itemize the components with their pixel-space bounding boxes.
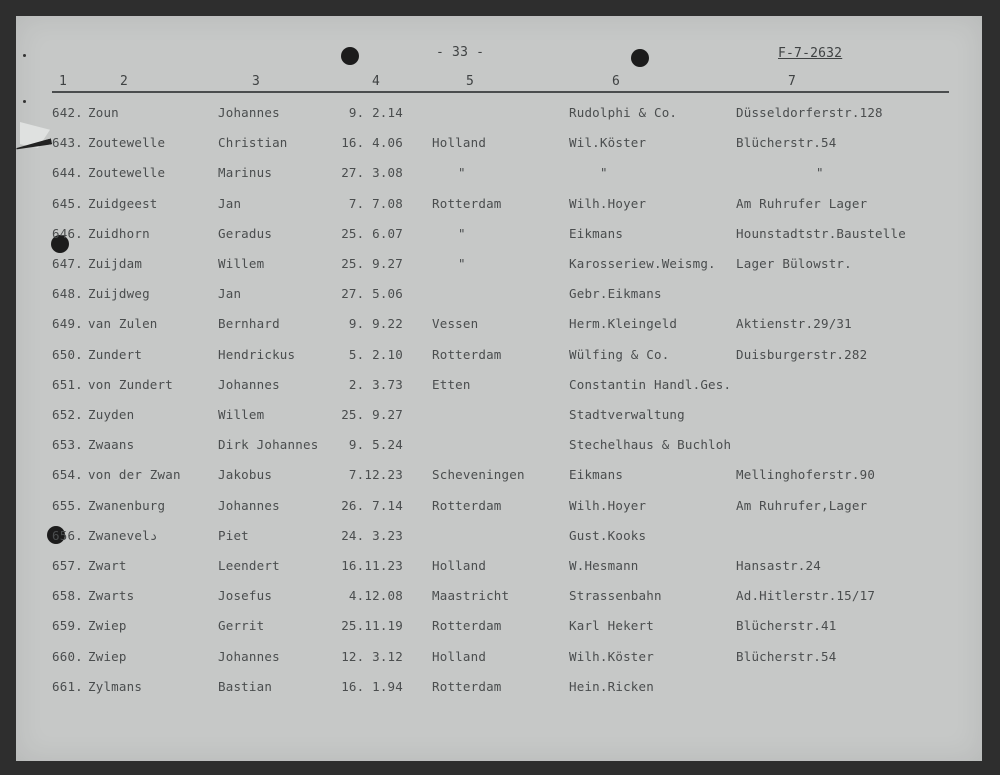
- surname: Zwiep: [88, 618, 127, 634]
- birth-date: 26. 7.14: [341, 497, 403, 513]
- address: Düsseldorferstr.128: [736, 105, 883, 120]
- first-name: Johannes: [218, 105, 280, 120]
- first-name: Gerrit: [218, 618, 265, 634]
- surname: Zoutewelle: [88, 165, 166, 181]
- birth-date: 7. 7.08: [348, 195, 403, 211]
- birth-date: 12. 3.12: [341, 648, 403, 664]
- birth-place: Holland: [432, 135, 487, 151]
- entry-number: 654.: [52, 467, 83, 483]
- birth-date: 9. 9.22: [348, 316, 403, 332]
- birth-place: ": [458, 225, 466, 241]
- surname: Zuidgeest: [88, 195, 158, 211]
- first-name: Dirk Johannes: [218, 437, 319, 453]
- employer: ": [600, 165, 608, 181]
- birth-date: 7.12.23: [348, 467, 403, 483]
- entry-number: 659.: [52, 618, 83, 634]
- first-name: Bastian: [218, 678, 273, 694]
- surname: Zwart: [88, 558, 127, 573]
- surname: Zylmans: [88, 678, 143, 694]
- birth-place: Holland: [432, 648, 487, 664]
- employer: W.Hesmann: [569, 558, 639, 573]
- employer: Wülfing & Co.: [569, 346, 670, 362]
- first-name: Willem: [218, 256, 265, 271]
- employer: Gust.Kooks: [569, 527, 647, 543]
- first-name: Johannes: [218, 376, 280, 392]
- surname: van Zulen: [88, 316, 158, 332]
- address: Blücherstr.54: [736, 648, 837, 664]
- first-name: Josefus: [218, 588, 273, 604]
- entry-number: 652.: [52, 407, 83, 422]
- surname: Zwanenburg: [88, 497, 166, 513]
- surname: Zoutewelle: [88, 135, 166, 151]
- column-number: 3: [252, 74, 261, 89]
- entry-number: 651.: [52, 376, 83, 392]
- entry-number: 644.: [52, 165, 83, 181]
- header-rule: [52, 91, 949, 93]
- page-number: - 33 -: [436, 45, 485, 60]
- address: Ad.Hitlerstr.15/17: [736, 588, 876, 604]
- surname: Zwaans: [88, 437, 135, 453]
- first-name: Jan: [218, 195, 242, 211]
- birth-date: 25. 6.07: [341, 225, 403, 241]
- surname: Zwiep: [88, 648, 127, 664]
- first-name: Jakobus: [218, 467, 273, 483]
- first-name: Marinus: [218, 165, 273, 181]
- entry-number: 655.: [52, 497, 83, 513]
- birth-date: 25. 9.27: [341, 407, 403, 422]
- employer: Herm.Kleingeld: [569, 316, 678, 332]
- entry-number: 656.: [52, 527, 83, 543]
- birth-date: 4.12.08: [348, 588, 403, 604]
- column-number: 4: [372, 74, 381, 89]
- birth-place: Maastricht: [432, 588, 510, 604]
- birth-date: 27. 3.08: [341, 165, 403, 181]
- surname: Zuyden: [88, 407, 135, 422]
- column-number: 5: [466, 74, 475, 89]
- column-number: 7: [788, 74, 797, 89]
- employer: Karosseriew.Weismg.: [569, 256, 716, 271]
- entry-number: 646.: [52, 225, 83, 241]
- employer: Stechelhaus & Buchloh: [569, 437, 732, 453]
- surname: Zoun: [88, 105, 119, 120]
- punch-hole: [341, 47, 359, 65]
- employer: Wilh.Hoyer: [569, 195, 647, 211]
- first-name: Christian: [218, 135, 288, 151]
- employer: Eikmans: [569, 225, 624, 241]
- birth-place: Rotterdam: [432, 346, 502, 362]
- surname: von der Zwan: [88, 467, 181, 483]
- employer: Karl Hekert: [569, 618, 654, 634]
- entry-number: 657.: [52, 558, 83, 573]
- surname: Zuijdam: [88, 256, 143, 271]
- birth-date: 27. 5.06: [341, 286, 403, 302]
- surname: Zuijdweg: [88, 286, 150, 302]
- birth-place: Rotterdam: [432, 618, 502, 634]
- employer: Eikmans: [569, 467, 624, 483]
- first-name: Geradus: [218, 225, 273, 241]
- employer: Wil.Köster: [569, 135, 647, 151]
- birth-place: Vessen: [432, 316, 479, 332]
- surname: Zwarts: [88, 588, 135, 604]
- entry-number: 645.: [52, 195, 83, 211]
- first-name: Johannes: [218, 497, 280, 513]
- employer: Wilh.Hoyer: [569, 497, 647, 513]
- employer: Wilh.Köster: [569, 648, 654, 664]
- birth-place: Rotterdam: [432, 195, 502, 211]
- birth-date: 2. 3.73: [348, 376, 403, 392]
- birth-place: ": [458, 165, 466, 181]
- address: Lager Bülowstr.: [736, 256, 852, 271]
- birth-place: ": [458, 256, 466, 271]
- column-number: 1: [59, 74, 68, 89]
- address: Hansastr.24: [736, 558, 821, 573]
- address: Am Ruhrufer,Lager: [736, 497, 868, 513]
- entry-number: 660.: [52, 648, 83, 664]
- entry-number: 642.: [52, 105, 83, 120]
- birth-place: Etten: [432, 376, 471, 392]
- birth-date: 16.11.23: [341, 558, 403, 573]
- first-name: Hendrickus: [218, 346, 296, 362]
- address: Aktienstr.29/31: [736, 316, 852, 332]
- birth-place: Rotterdam: [432, 678, 502, 694]
- address: Duisburgerstr.282: [736, 346, 868, 362]
- first-name: Jan: [218, 286, 242, 302]
- employer: Rudolphi & Co.: [569, 105, 678, 120]
- first-name: Leendert: [218, 558, 280, 573]
- surname: Zundert: [88, 346, 143, 362]
- surname: Zwanevelد: [88, 527, 158, 543]
- birth-date: 16. 4.06: [341, 135, 403, 151]
- first-name: Willem: [218, 407, 265, 422]
- address: Blücherstr.54: [736, 135, 837, 151]
- birth-date: 24. 3.23: [341, 527, 403, 543]
- first-name: Bernhard: [218, 316, 280, 332]
- birth-place: Rotterdam: [432, 497, 502, 513]
- entry-number: 661.: [52, 678, 83, 694]
- surname: Zuidhorn: [88, 225, 150, 241]
- employer: Strassenbahn: [569, 588, 662, 604]
- entry-number: 648.: [52, 286, 83, 302]
- entry-number: 653.: [52, 437, 83, 453]
- speck: [23, 54, 26, 57]
- birth-date: 9. 5.24: [348, 437, 403, 453]
- birth-date: 25.11.19: [341, 618, 403, 634]
- address: Blücherstr.41: [736, 618, 837, 634]
- employer: Gebr.Eikmans: [569, 286, 662, 302]
- birth-place: Holland: [432, 558, 487, 573]
- entry-number: 647.: [52, 256, 83, 271]
- entry-number: 643.: [52, 135, 83, 151]
- address: Am Ruhrufer Lager: [736, 195, 868, 211]
- birth-place: Scheveningen: [432, 467, 525, 483]
- birth-date: 25. 9.27: [341, 256, 403, 271]
- entry-number: 649.: [52, 316, 83, 332]
- entry-number: 658.: [52, 588, 83, 604]
- address: ": [816, 165, 824, 181]
- birth-date: 16. 1.94: [341, 678, 403, 694]
- address: Mellinghoferstr.90: [736, 467, 876, 483]
- speck: [23, 100, 26, 103]
- entry-number: 650.: [52, 346, 83, 362]
- employer: Hein.Ricken: [569, 678, 654, 694]
- birth-date: 9. 2.14: [348, 105, 403, 120]
- column-number: 6: [612, 74, 621, 89]
- punch-hole: [631, 49, 649, 67]
- surname: von Zundert: [88, 376, 173, 392]
- column-number: 2: [120, 74, 129, 89]
- employer: Stadtverwaltung: [569, 407, 685, 422]
- employer: Constantin Handl.Ges.: [569, 376, 732, 392]
- birth-date: 5. 2.10: [348, 346, 403, 362]
- document-id: F-7-2632: [778, 46, 843, 61]
- first-name: Piet: [218, 527, 249, 543]
- first-name: Johannes: [218, 648, 280, 664]
- address: Hounstadtstr.Baustelle: [736, 225, 906, 241]
